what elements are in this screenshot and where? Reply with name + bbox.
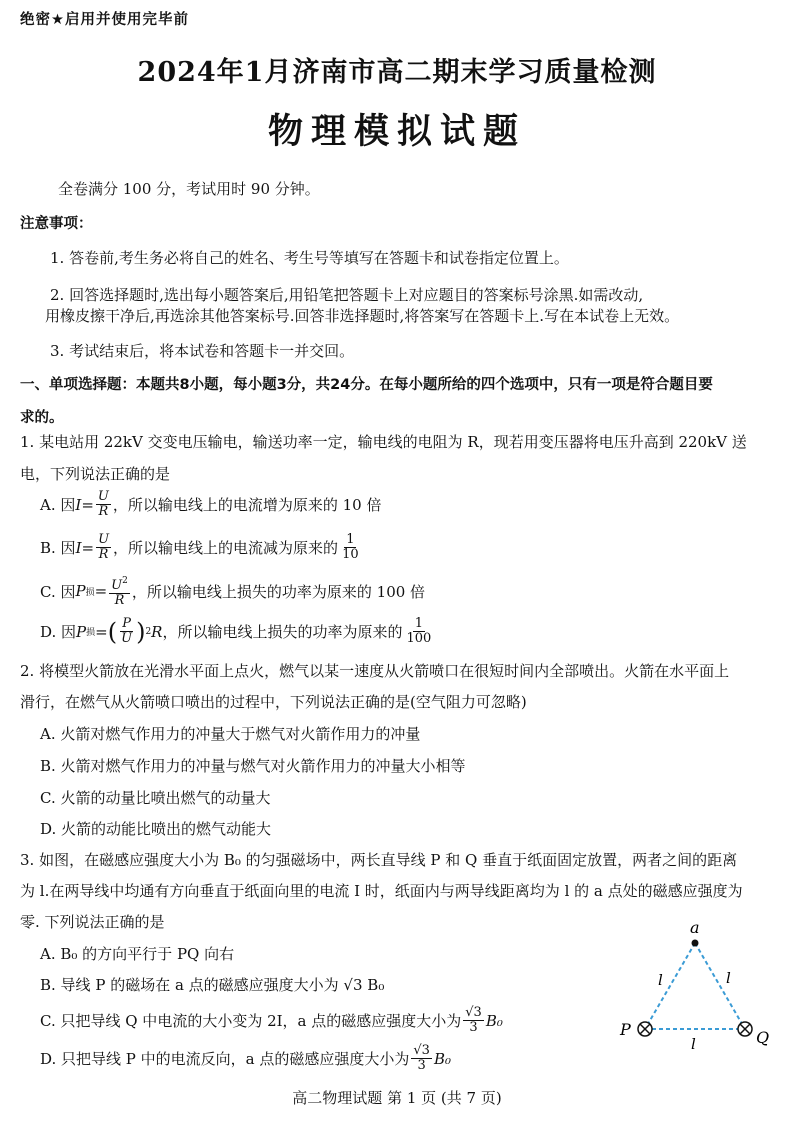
exam-title: 2024年1月济南市高二期末学习质量检测 — [137, 57, 657, 88]
q1-stem-line1: 1. 某电站用 22kV 交变电压输电，输送功率一定，输电线的电阻为 R，现若用变压器将电压升高到 220kV 送 — [20, 433, 747, 451]
exam-subtitle: 物理模拟试题 — [267, 111, 526, 152]
answer-fraction: $\frac{√3}{3}$ — [465, 1005, 482, 1035]
score-info: 全卷满分 100 分，考试用时 90 分钟。 — [58, 180, 320, 198]
triangle-side-left — [645, 943, 695, 1029]
answer-fraction: $\frac{1}{10}$ — [342, 532, 359, 562]
q2-option-a: A. 火箭对燃气作用力的冲量大于燃气对火箭作用力的冲量 — [40, 725, 421, 743]
q1-option-d: D. 因 P 损 = ( $\frac{P}{U}$ ) 2 R ，所以输电线上损失的功率为原来的 $\frac{1}{100}$ — [40, 616, 432, 646]
q2-stem-line1: 2. 将模型火箭放在光滑水平面上点火，燃气以某一速度从火箭喷口在很短时间内全部喷出。火箭在水平面上 — [20, 662, 730, 680]
label-l-right: l — [726, 969, 731, 987]
formula-fraction: $\frac{U}{R}$ — [98, 532, 110, 562]
q3-option-a: A. B₀ 的方向平行于 PQ 向右 — [40, 945, 235, 963]
note-3: 3. 考试结束后，将本试卷和答题卡一并交回。 — [50, 342, 355, 360]
q3-option-d: D. 只把导线 P 中的电流反向，a 点的磁感应强度大小为 $\frac{√3}{3}$ B₀ — [40, 1043, 451, 1073]
q3-stem-line2: 为 l.在两导线中均通有方向垂直于纸面向里的电流 I 时，纸面内与两导线距离均为 l 的 a 点处的磁感应强度为 — [20, 882, 743, 900]
q2-option-b: B. 火箭对燃气作用力的冲量与燃气对火箭作用力的冲量大小相等 — [40, 757, 466, 775]
page-footer: 高二物理试题 第 1 页 (共 7 页) — [292, 1089, 502, 1107]
q2-option-d: D. 火箭的动能比喷出的燃气动能大 — [40, 820, 272, 838]
label-P: P — [620, 1020, 631, 1039]
q3-stem-line3: 零. 下列说法正确的是 — [20, 913, 165, 931]
wire-triangle-figure — [610, 915, 780, 1060]
notes-title: 注意事项： — [20, 216, 93, 232]
q3-option-b: B. 导线 P 的磁场在 a 点的磁感应强度大小为 √3 B₀ — [40, 976, 385, 994]
q2-stem-line2: 滑行，在燃气从火箭喷口喷出的过程中，下列说法正确的是(空气阻力可忽略) — [20, 693, 527, 711]
confidential-label: 绝密★启用并使用完毕前 — [20, 12, 189, 28]
label-Q: Q — [756, 1028, 770, 1047]
point-a-dot — [692, 940, 699, 947]
q1-option-c: C. 因 P 损 = $\frac{U^2}{R}$ ，所以输电线上损失的功率为原来的 100 倍 — [40, 576, 426, 608]
label-l-bottom: l — [691, 1035, 696, 1053]
q3-stem-line1: 3. 如图，在磁感应强度大小为 B₀ 的匀强磁场中，两长直导线 P 和 Q 垂直于纸面固定放置，两者之间的距离 — [20, 851, 738, 869]
formula-fraction: $\frac{P}{U}$ — [121, 616, 133, 646]
q2-option-c: C. 火箭的动量比喷出燃气的动量大 — [40, 789, 271, 807]
note-2-line1: 2. 回答选择题时,选出每小题答案后,用铅笔把答题卡上对应题目的答案标号涂黑.如需改动, — [50, 286, 644, 304]
section1-heading-line1: 一、单项选择题：本题共8小题，每小题3分，共24分。在每小题所给的四个选项中，只有一项是符合题目要 — [20, 377, 713, 393]
section1-heading-line2: 求的。 — [20, 410, 64, 426]
wire-q-cross-icon — [738, 1022, 752, 1036]
formula-fraction: $\frac{U^2}{R}$ — [111, 576, 128, 608]
q1-option-a: A. 因 I = $\frac{U}{R}$ ，所以输电线上的电流增为原来的 10 倍 — [40, 489, 382, 519]
answer-fraction: $\frac{1}{100}$ — [406, 616, 432, 646]
answer-fraction: $\frac{√3}{3}$ — [413, 1043, 430, 1073]
q1-option-b: B. 因 I = $\frac{U}{R}$ ，所以输电线上的电流减为原来的 $\frac{1}{10}$ — [40, 532, 359, 562]
note-2-line2: 用橡皮擦干净后,再选涂其他答案标号.回答非选择题时,将答案写在答题卡上.写在本试卷上无效。 — [45, 307, 680, 325]
q1-stem-line2: 电，下列说法正确的是 — [20, 465, 171, 483]
q3-option-c: C. 只把导线 Q 中电流的大小变为 2I，a 点的磁感应强度大小为 $\frac{√3}{3}$ B₀ — [40, 1005, 503, 1035]
formula-fraction: $\frac{U}{R}$ — [97, 489, 109, 519]
label-a: a — [690, 918, 700, 937]
note-1: 1. 答卷前,考生务必将自己的姓名、考生号等填写在答题卡和试卷指定位置上。 — [50, 249, 569, 267]
label-l-left: l — [658, 971, 663, 989]
wire-p-cross-icon — [638, 1022, 652, 1036]
triangle-side-right — [695, 943, 745, 1029]
